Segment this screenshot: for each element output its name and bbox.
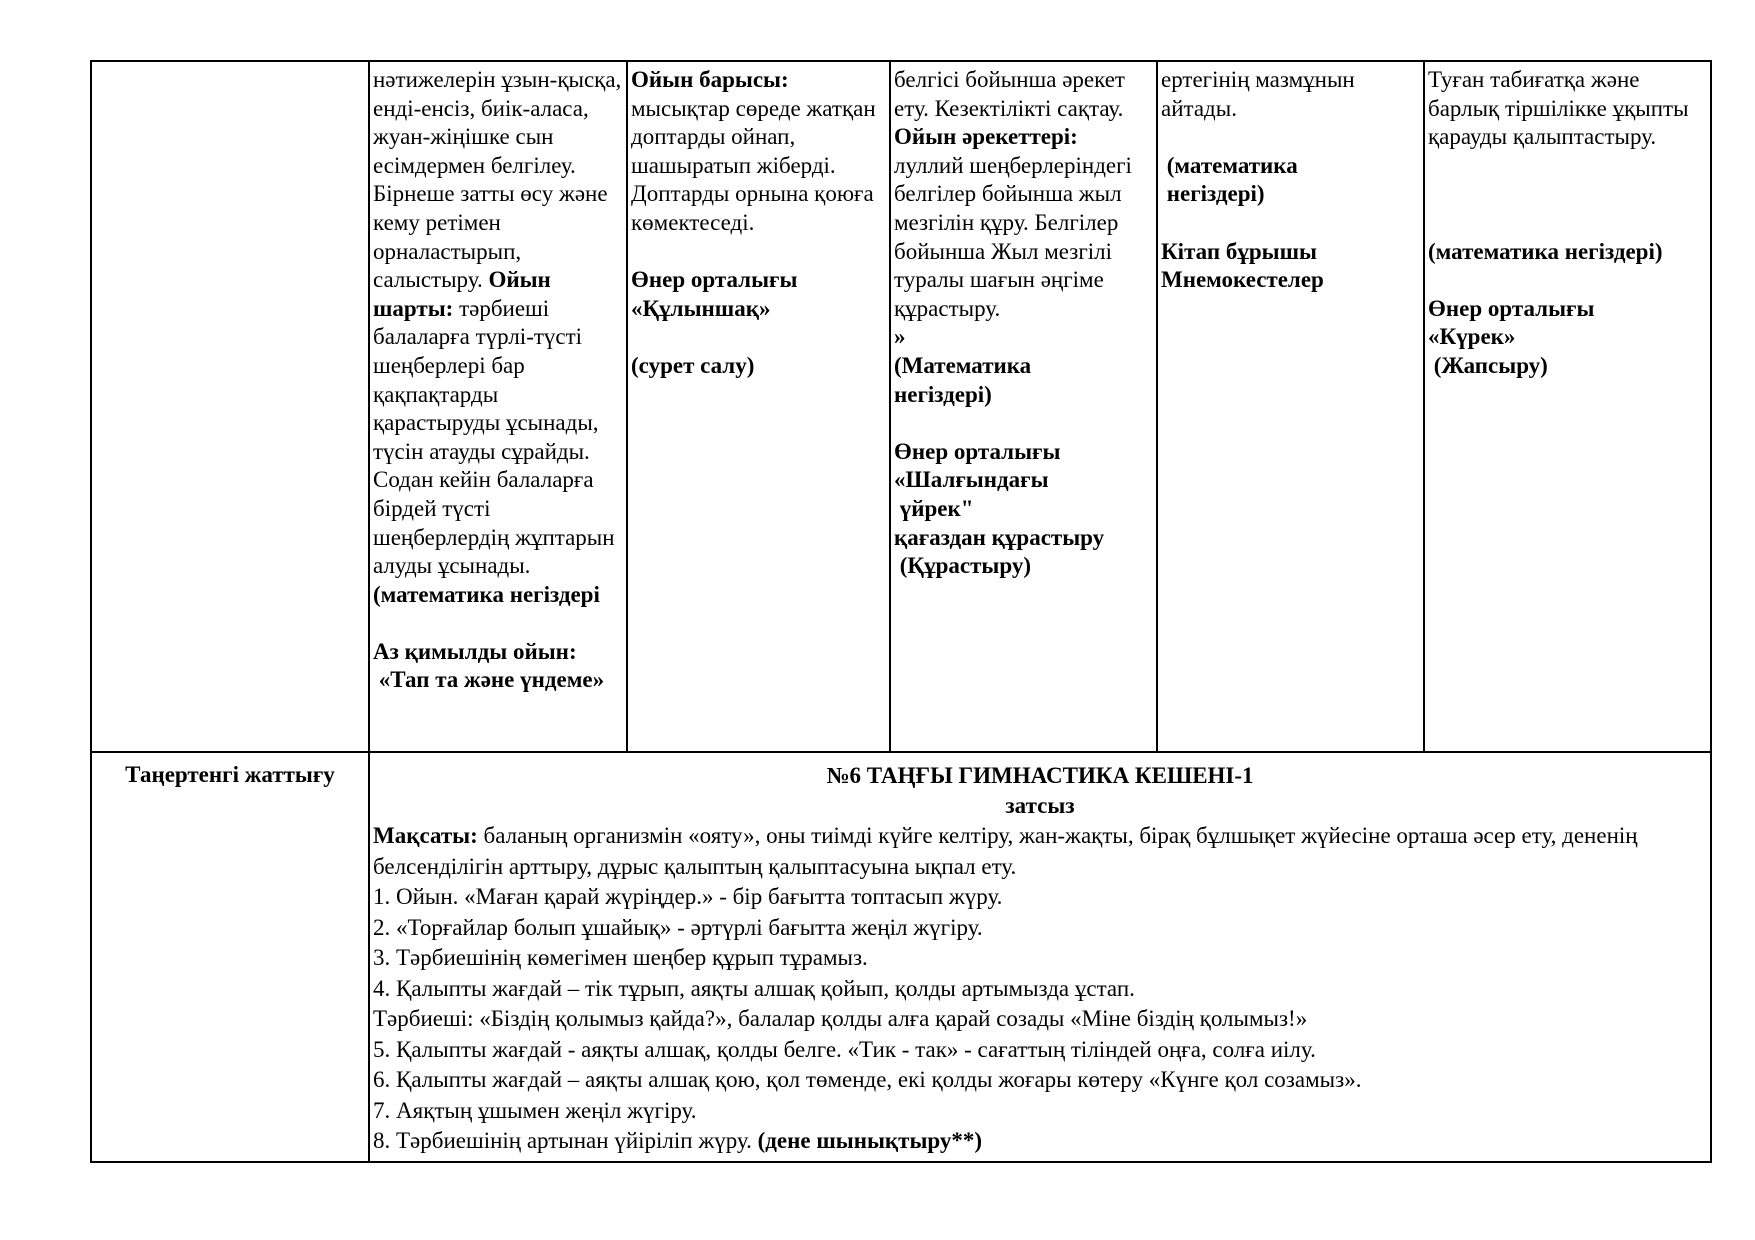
row-label-morning-exercise [91,752,369,1162]
col4-center-name-line2: үйрек" [899,495,974,521]
col6-center-name: «Күрек» [1428,324,1516,350]
goal-text: баланың организмін «ояту», оны тиімді күйге келтіру, жан-жақты, бірақ бұлшықет жүйесіне орташа әсер ету, дененің белсенділігін арттыру, дұрыс қалыптың қалыптасуына ықпал ету. [373,823,1638,879]
top-row [91,61,1711,752]
gym-row [91,752,1711,1162]
game-rule-label: Ойын шарты: [373,267,551,321]
col4-center: Өнер орталығы [894,438,1061,464]
col3-activity: (сурет салу) [631,352,755,378]
col2-text [373,66,623,581]
col6-text1: Туған табиғатқа және барлық тіршілікке ұқыпты қарауды қалыптастыру. [1428,67,1689,150]
col5-text1: ертегінің мазмұнын айтады. [1161,67,1355,121]
col4-quote: » [894,324,906,350]
col3-cell [627,61,890,752]
last-step-text: 8. Тәрбиешінің артынан үйіріліп жүру. [373,1128,752,1153]
gym-step: 6. Қалыпты жағдай – аяқты алшақ қою, қол төменде, екі қолды жоғары көтеру «Күнге қол созамыз». [373,1067,1362,1092]
label-cell-empty [91,61,369,752]
col4-text1: белгісі бойынша әрекет ету. Кезектілікті сақтау. [894,67,1125,121]
plan-table [90,60,1712,1163]
game-progress-label: Ойын барысы: [631,67,789,92]
gym-content-cell [369,752,1711,1162]
game-actions-label: Ойын әрекеттері: [894,124,1078,150]
col4-actions-text: луллий шеңберлеріндегі белгілер бойынша жыл мезгілін құру. Белгілер бойынша Жыл мезгілі туралы шағын әңгіме құрастыру. [894,152,1132,321]
gym-step: 2. «Торғайлар болып ұшайық» - әртүрлі бағытта жеңіл жүгіру. [373,914,983,940]
col2-subject: (математика негіздері [373,581,600,607]
col2-text2: тәрбиеші балаларға түрлі-түсті шеңберлері бар қақпақтарды қарастыруды ұсынады, түсін атауды сұрайды. Содан кейін балаларға бірдей түсті шеңберлердің жұптарын алуды ұсынады. [373,295,615,579]
col4-center-task: қағаздан құрастыру [894,524,1105,550]
col2-game-label: Аз қимылды ойын: [373,638,577,664]
col5-subject-line1: (математика [1166,152,1298,178]
col5-corner-line1: Кітап бұрышы [1161,238,1317,264]
gym-step: Тәрбиеші: «Біздің қолымыз қайда?», балалар қолды алға қарай созады «Міне біздің қолымыз!» [373,1006,1308,1031]
gym-step: 7. Аяқтың ұшымен жеңіл жүгіру. [373,1097,697,1123]
row-label-text: Таңертенгі жаттығу [125,762,335,787]
gym-step: 1. Ойын. «Маған қарай жүріңдер.» - бір бағытта топтасып жүру. [373,884,1003,909]
gym-title: №6 ТАҢҒЫ ГИМНАСТИКА КЕШЕНІ-1 [826,763,1254,788]
gym-step-last [373,1126,1707,1157]
gym-step: 5. Қалыпты жағдай - аяқты алшақ, қолды белге. «Тик - так» - сағаттың тіліндей оңға, солға иілу. [373,1036,1316,1062]
col4-subject-line2: негіздері) [894,381,992,407]
gym-subtitle: затсыз [1005,793,1075,818]
col5-cell [1157,61,1424,752]
goal-label: Мақсаты: [373,823,478,848]
col4-subject-line1: (Математика [894,352,1032,378]
col6-center: Өнер орталығы [1428,295,1595,321]
col6-activity: (Жапсыру) [1433,352,1548,378]
gym-goal [373,821,1707,882]
col4-activity: (Құрастыру) [899,553,1031,579]
col2-game-name: «Тап та және үндеме» [378,667,605,693]
col6-subject: (математика негіздері) [1428,238,1663,264]
gym-step: 3. Тәрбиешінің көмегімен шеңбер құрып тұрамыз. [373,945,868,970]
col6-cell [1424,61,1711,752]
col5-corner-line2: Мнемокестелер [1161,267,1324,293]
col4-center-name-line1: «Шалғындағы [894,467,1049,493]
col5-subject-line2: негіздері) [1166,181,1265,207]
gym-step: 4. Қалыпты жағдай – тік тұрып, аяқты алшақ қойып, қолды артымызда ұстап. [373,975,1135,1001]
col3-center: Өнер орталығы [631,267,798,293]
col3-progress-text: мысықтар сөреде жатқан доптарды ойнап, шашыратып жіберді. Доптарды орнына қоюға көмектеседі. [631,95,876,235]
col2-text1: нәтижелерін ұзын-қысқа, енді-енсіз, биік-аласа, жуан-жіңішке сын есімдермен белгілеу. Бірнеше затты өсу және кему ретімен орналастырып, салыстыру. [373,67,622,293]
last-step-subject: (дене шынықтыру**) [757,1128,983,1153]
col3-center-name: «Құлыншақ» [631,295,771,321]
col2-cell [369,61,627,752]
col4-cell [890,61,1157,752]
gym-text [373,821,1707,1157]
